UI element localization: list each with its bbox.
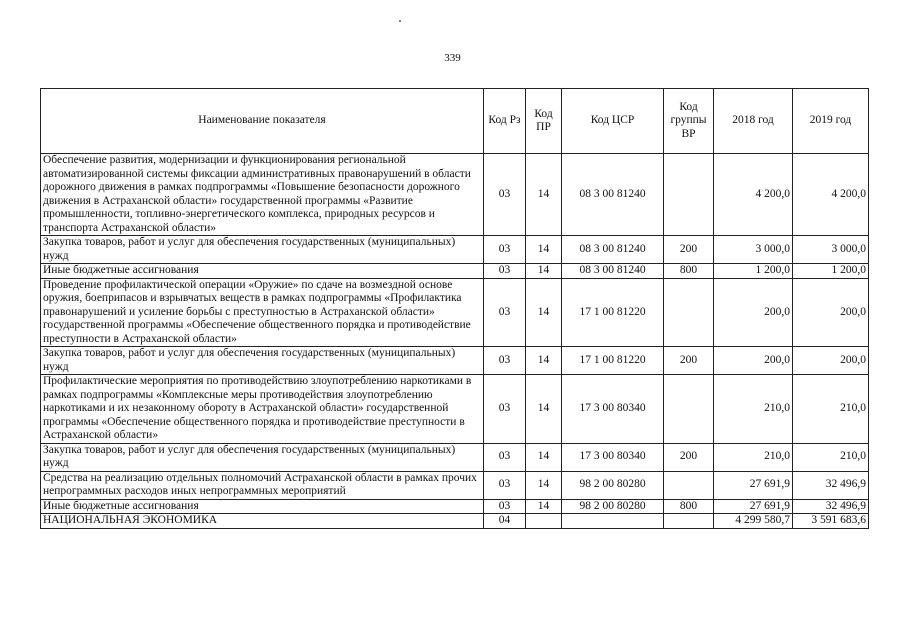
page-number: 339: [444, 52, 461, 64]
cell-vr: 800: [664, 264, 714, 279]
table-row: [41, 443, 869, 471]
cell-rz: 03: [484, 499, 526, 514]
cell-pr: 14: [526, 471, 562, 499]
header-pr: Код ПР: [526, 89, 562, 154]
cell-2019: 200,0: [793, 278, 869, 347]
cell-name: НАЦИОНАЛЬНАЯ ЭКОНОМИКА: [41, 514, 484, 529]
cell-rz: 03: [484, 278, 526, 347]
cell-2019: 200,0: [793, 347, 869, 375]
cell-vr: [664, 471, 714, 499]
cell-pr: 14: [526, 236, 562, 264]
cell-rz: 03: [484, 264, 526, 279]
cell-rz: 03: [484, 347, 526, 375]
header-csr: Код ЦСР: [562, 89, 664, 154]
cell-vr: 200: [664, 347, 714, 375]
cell-2019: 210,0: [793, 375, 869, 444]
cell-name: Закупка товаров, работ и услуг для обеспечения государственных (муниципальных) нужд: [41, 236, 484, 264]
cell-vr: [664, 154, 714, 236]
cell-pr: 14: [526, 154, 562, 236]
cell-pr: 14: [526, 278, 562, 347]
cell-rz: 03: [484, 375, 526, 444]
cell-vr: [664, 278, 714, 347]
cell-name: Средства на реализацию отдельных полномочий Астраханской области в рамках прочих непрограммных расходов иных непрограммных мероприятий: [41, 471, 484, 499]
cell-vr: 200: [664, 236, 714, 264]
cell-name: Закупка товаров, работ и услуг для обеспечения государственных (муниципальных) нужд: [41, 443, 484, 471]
cell-rz: 03: [484, 154, 526, 236]
cell-csr: [562, 514, 664, 529]
cell-2019: 4 200,0: [793, 154, 869, 236]
header-name: Наименование показателя: [41, 89, 484, 154]
header-rz: Код Рз: [484, 89, 526, 154]
cell-2018: 3 000,0: [714, 236, 793, 264]
cell-2019: 3 000,0: [793, 236, 869, 264]
cell-csr: 17 3 00 80340: [562, 443, 664, 471]
cell-pr: 14: [526, 264, 562, 279]
cell-2019: 1 200,0: [793, 264, 869, 279]
cell-csr: 08 3 00 81240: [562, 236, 664, 264]
cell-2018: 27 691,9: [714, 499, 793, 514]
header-2018: 2018 год: [714, 89, 793, 154]
table-row: [41, 375, 869, 444]
cell-pr: 14: [526, 443, 562, 471]
cell-csr: 08 3 00 81240: [562, 264, 664, 279]
cell-name: Обеспечение развития, модернизации и функционирования региональной автоматизированной системы фиксации административных правонарушений в области дорожного движения в рамках подпрограммы «Повышение безопасности дорожного движения в Астраханской области» государственной программы «Развитие промышленности, топливно-энергетического комплекса, природных ресурсов и транспорта Астраханской области»: [41, 154, 484, 236]
cell-csr: 98 2 00 80280: [562, 471, 664, 499]
cell-rz: 03: [484, 443, 526, 471]
cell-pr: 14: [526, 499, 562, 514]
cell-2018: 4 200,0: [714, 154, 793, 236]
table-row: [41, 154, 869, 236]
cell-2018: 210,0: [714, 375, 793, 444]
cell-csr: 17 1 00 81220: [562, 347, 664, 375]
table-row: [41, 347, 869, 375]
cell-vr: [664, 375, 714, 444]
cell-name: Иные бюджетные ассигнования: [41, 264, 484, 279]
cell-csr: 98 2 00 80280: [562, 499, 664, 514]
header-vr: Код группы ВР: [664, 89, 714, 154]
cell-2018: 4 299 580,7: [714, 514, 793, 529]
table-body: [41, 154, 869, 529]
cell-pr: 14: [526, 375, 562, 444]
cell-pr: [526, 514, 562, 529]
cell-rz: 03: [484, 236, 526, 264]
header-row: [41, 89, 869, 154]
cell-2019: 32 496,9: [793, 499, 869, 514]
cell-vr: [664, 514, 714, 529]
cell-vr: 200: [664, 443, 714, 471]
cell-rz: 04: [484, 514, 526, 529]
budget-table: [40, 88, 869, 529]
cell-rz: 03: [484, 471, 526, 499]
cell-2018: 200,0: [714, 347, 793, 375]
cell-name: Закупка товаров, работ и услуг для обеспечения государственных (муниципальных) нужд: [41, 347, 484, 375]
cell-vr: 800: [664, 499, 714, 514]
table-header: [41, 89, 869, 154]
scan-speck: [399, 20, 401, 22]
cell-name: Иные бюджетные ассигнования: [41, 499, 484, 514]
cell-2018: 210,0: [714, 443, 793, 471]
table-row: [41, 278, 869, 347]
cell-pr: 14: [526, 347, 562, 375]
cell-2018: 27 691,9: [714, 471, 793, 499]
cell-name: Профилактические мероприятия по противодействию злоупотреблению наркотиками в рамках подпрограммы «Комплексные меры противодействия злоупотреблению наркотиками и их незаконному обороту в Астраханской области» государственной программы «Обеспечение общественного порядка и противодействие преступности в Астраханской области»: [41, 375, 484, 444]
table-row: [41, 514, 869, 529]
cell-2019: 3 591 683,6: [793, 514, 869, 529]
cell-2019: 32 496,9: [793, 471, 869, 499]
table-row: [41, 264, 869, 279]
table-row: [41, 471, 869, 499]
cell-csr: 17 1 00 81220: [562, 278, 664, 347]
cell-csr: 17 3 00 80340: [562, 375, 664, 444]
cell-csr: 08 3 00 81240: [562, 154, 664, 236]
table-row: [41, 236, 869, 264]
table-row: [41, 499, 869, 514]
cell-2018: 200,0: [714, 278, 793, 347]
header-2019: 2019 год: [793, 89, 869, 154]
cell-name: Проведение профилактической операции «Оружие» по сдаче на возмездной основе оружия, боеприпасов и взрывчатых веществ в рамках подпрограммы «Профилактика правонарушений и усиление борьбы с преступностью в Астраханской области» государственной программы «Обеспечение общественного порядка и противодействие преступности в Астраханской области»: [41, 278, 484, 347]
cell-2019: 210,0: [793, 443, 869, 471]
cell-2018: 1 200,0: [714, 264, 793, 279]
